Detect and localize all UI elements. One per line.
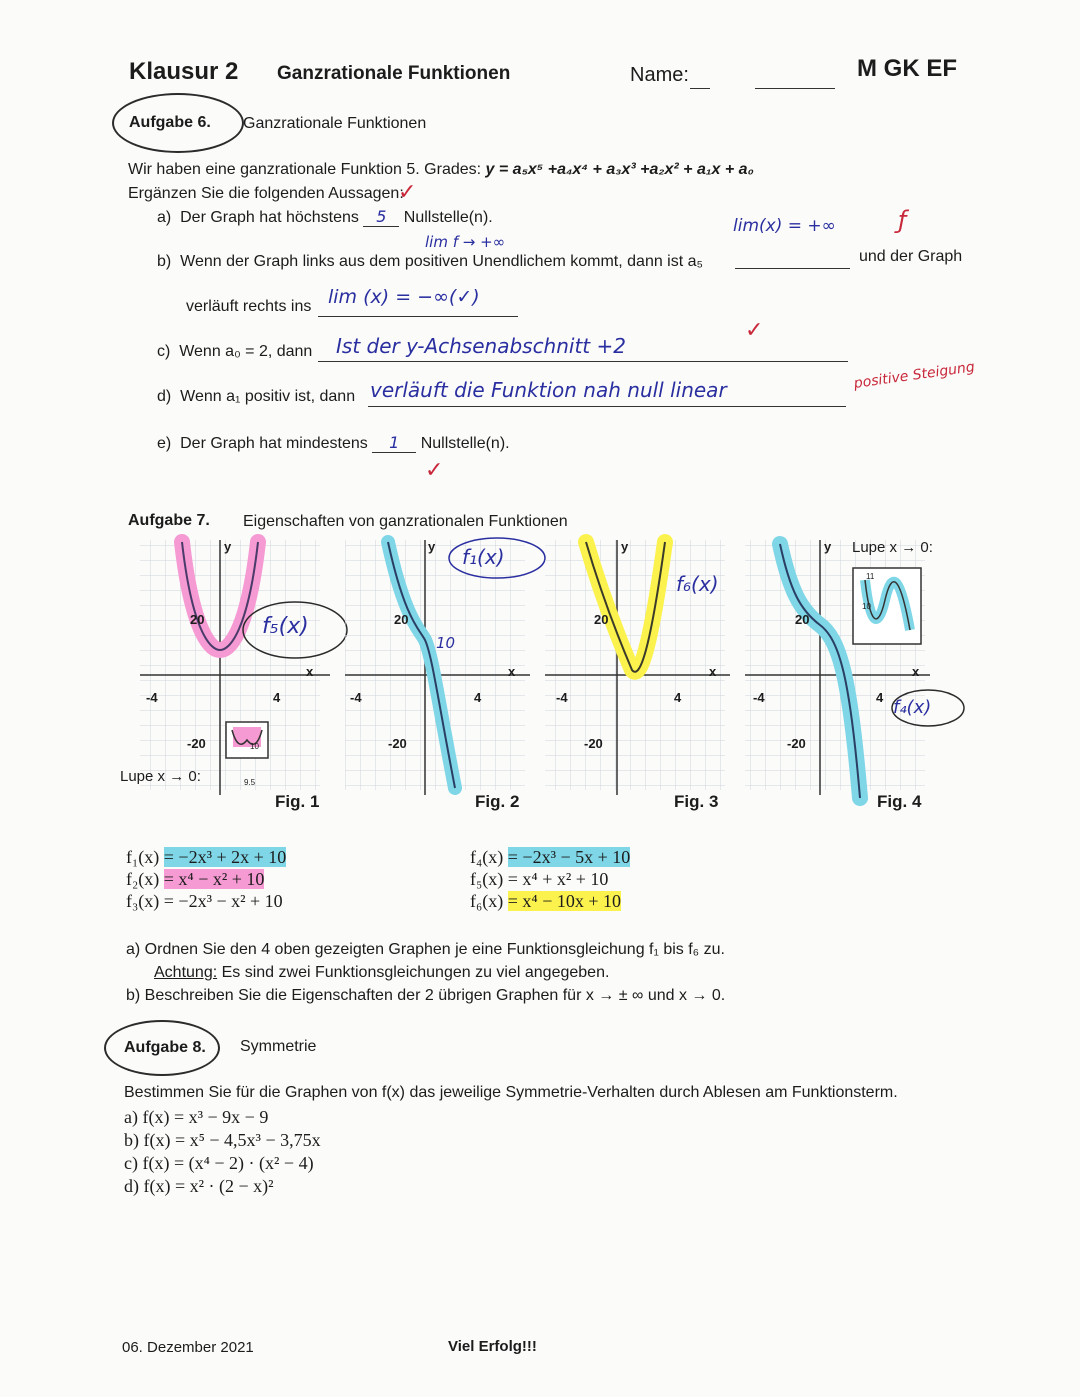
fig4-y-pos: 20	[795, 612, 810, 627]
task6-d-red-note: positive Steigung	[852, 359, 976, 392]
functions-right	[470, 846, 630, 912]
task6-d-answer: verläuft die Funktion nah null linear	[370, 378, 727, 402]
task6-b-line	[735, 268, 850, 269]
task7-question-b: b) Beschreiben Sie die Eigenschaften der 2 übrigen Graphen für x → ± ∞ und x → 0.	[126, 987, 726, 1004]
fig4-annotation: f₄(x)	[893, 697, 932, 718]
function-row: f₂(x) = x⁴ − x² + 10	[126, 869, 265, 889]
fig1-zoom-tick-top: 10	[250, 742, 259, 751]
fig2-small-label: 10	[436, 634, 456, 652]
fig4-x-label: x	[912, 664, 920, 679]
cross-mark-b: ƒ	[898, 206, 907, 234]
fig3-label: Fig. 3	[674, 792, 719, 811]
check-mark-c: ✓	[745, 318, 764, 343]
fig4-y-neg: -20	[787, 736, 806, 751]
task6-d-line	[368, 406, 846, 407]
functions-left	[126, 846, 286, 912]
fig2-x-pos: 4	[474, 690, 482, 705]
fig1-label: Fig. 1	[275, 792, 320, 811]
fig3-y-label: y	[621, 539, 629, 554]
name-line-1	[690, 88, 710, 89]
task6-c: c) Wenn a₀ = 2, dann	[157, 343, 313, 360]
fig3-annotation: f₆(x)	[676, 572, 719, 596]
function-row: f₅(x) = x⁴ + x² + 10	[470, 869, 609, 889]
name-line-2	[755, 88, 835, 89]
exam-topic: Ganzrationale Funktionen	[277, 63, 511, 84]
exam-title: Klausur 2	[129, 58, 239, 85]
figure-4	[745, 540, 964, 798]
fig2-y-pos: 20	[394, 612, 409, 627]
fig1-x-label: x	[306, 664, 314, 679]
task7-subtitle: Eigenschaften von ganzrationalen Funktionen	[243, 513, 568, 530]
task6-b-answer2: lim (x) = −∞(✓)	[328, 286, 480, 308]
fig3-x-label: x	[709, 664, 717, 679]
task8-title: Aufgabe 8.	[124, 1039, 206, 1056]
fig2-annotation: f₁(x)	[462, 545, 505, 569]
fig4-y-label: y	[824, 539, 832, 554]
function-row: f₄(x) = −2x³ − 5x + 10	[470, 847, 631, 867]
fig1-x-neg: -4	[146, 690, 158, 705]
task8-item: a) f(x) = x³ − 9x − 9	[124, 1107, 269, 1127]
fig4-x-pos: 4	[876, 690, 884, 705]
task8-item: b) f(x) = x⁵ − 4,5x³ − 3,75x	[124, 1130, 321, 1150]
task7-question-a: a) Ordnen Sie den 4 oben gezeigten Graphen je eine Funktionsgleichung f₁ bis f₆ zu.	[126, 941, 725, 958]
task6-e: e) Der Graph hat mindestens 1 Nullstelle(n).	[157, 433, 510, 452]
task6-c-line	[318, 361, 848, 362]
figure-1	[140, 540, 347, 795]
fig2-label: Fig. 2	[475, 792, 520, 811]
task7-title: Aufgabe 7.	[128, 512, 210, 529]
task6-b-note-above: lim f → +∞	[425, 233, 506, 251]
task7-question-a-note: Achtung: Es sind zwei Funktionsgleichungen zu viel angegeben.	[154, 964, 610, 981]
task6-b-note-right: lim(x) = +∞	[733, 216, 836, 236]
fig1-y-neg: -20	[187, 736, 206, 751]
task6-instruction: Ergänzen Sie die folgenden Aussagen:	[128, 185, 404, 202]
task6-c-answer: Ist der y-Achsenabschnitt +2	[336, 334, 626, 358]
fig1-zoom-label: Lupe x → 0:	[120, 768, 201, 785]
task8-item: c) f(x) = (x⁴ − 2) · (x² − 4)	[124, 1153, 314, 1173]
fig4-x-neg: -4	[753, 690, 765, 705]
footer-date: 06. Dezember 2021	[122, 1339, 254, 1356]
function-row: f₃(x) = −2x³ − x² + 10	[126, 891, 283, 911]
fig4-label: Fig. 4	[877, 792, 922, 811]
fig1-y-pos: 20	[190, 612, 205, 627]
fig3-y-pos: 20	[594, 612, 609, 627]
name-label: Name:	[630, 64, 689, 86]
fig2-y-label: y	[428, 539, 436, 554]
course-label: M GK EF	[857, 55, 957, 82]
task8-item: d) f(x) = x² · (2 − x)²	[124, 1176, 274, 1196]
function-row: f₆(x) = x⁴ − 10x + 10	[470, 891, 621, 911]
footer-wish: Viel Erfolg!!!	[448, 1338, 537, 1355]
fig2-x-neg: -4	[350, 690, 362, 705]
fig1-zoom-tick-bottom: 9.5	[244, 778, 256, 787]
fig3-x-pos: 4	[674, 690, 682, 705]
fig4-zoom-label: Lupe x → 0:	[852, 539, 933, 556]
task6-intro: Wir haben eine ganzrationale Funktion 5. Grades: y = a₅x⁵ +a₄x⁴ + a₃x³ +a₂x² + a₁x + a₀	[128, 161, 754, 178]
task8-intro: Bestimmen Sie für die Graphen von f(x) das jeweilige Symmetrie-Verhalten durch Ablesen am Funktionsterm.	[124, 1084, 898, 1101]
task6-a: a) Der Graph hat höchstens 5 Nullstelle(n).	[157, 207, 493, 226]
check-mark-e: ✓	[425, 458, 444, 483]
task6-subtitle: Ganzrationale Funktionen	[243, 115, 427, 132]
fig4-zoom-tick-top: 11	[866, 572, 875, 581]
task6-d: d) Wenn a₁ positiv ist, dann	[157, 388, 356, 405]
fig1-y-label: y	[224, 539, 232, 554]
task6-b-post: und der Graph	[859, 248, 963, 265]
fig3-x-neg: -4	[556, 690, 568, 705]
fig1-annotation: f₅(x)	[262, 614, 309, 639]
fig2-y-neg: -20	[388, 736, 407, 751]
fig4-zoom-tick-bottom: 10	[862, 602, 871, 611]
task6-b: b) Wenn der Graph links aus dem positiven Unendlichem kommt, dann ist a₅	[157, 253, 703, 270]
task8-subtitle: Symmetrie	[240, 1038, 317, 1055]
task6-b-line2-underline	[318, 316, 518, 317]
check-mark-a: ✓	[398, 180, 417, 205]
fig1-x-pos: 4	[273, 690, 281, 705]
fig3-y-neg: -20	[584, 736, 603, 751]
fig2-x-label: x	[508, 664, 516, 679]
task6-title: Aufgabe 6.	[129, 114, 211, 131]
task8-list	[124, 1106, 321, 1198]
function-row: f₁(x) = −2x³ + 2x + 10	[126, 847, 287, 867]
task6-b-line2: verläuft rechts ins	[186, 298, 312, 315]
